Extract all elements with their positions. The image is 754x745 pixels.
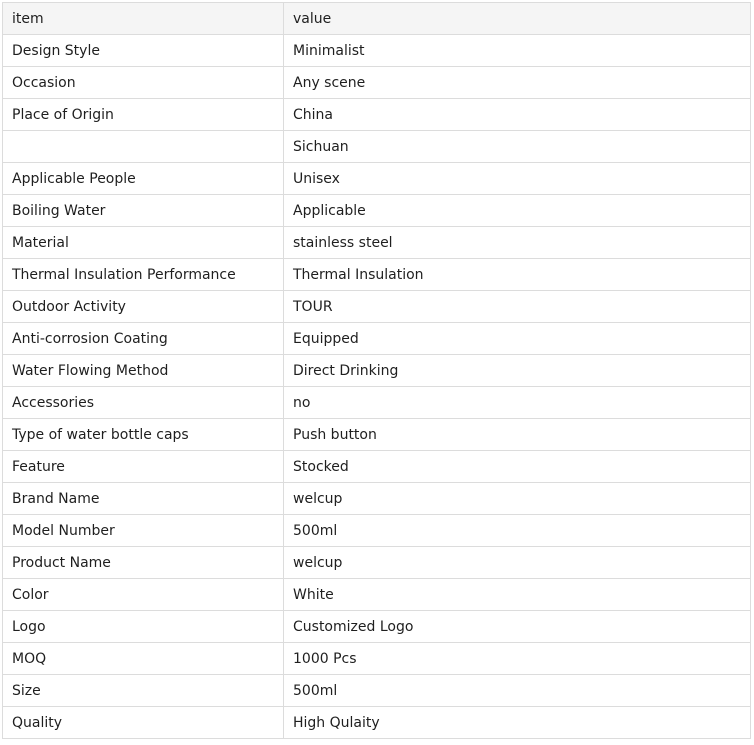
- table-row: [3, 355, 751, 387]
- row-value: Customized Logo: [284, 611, 751, 643]
- row-item: Product Name: [3, 547, 284, 579]
- row-item: Model Number: [3, 515, 284, 547]
- row-item: [3, 131, 284, 163]
- table-header-row: [3, 3, 751, 35]
- row-value: Applicable: [284, 195, 751, 227]
- table-row: [3, 35, 751, 67]
- table-row: [3, 163, 751, 195]
- row-item: Feature: [3, 451, 284, 483]
- table-row: [3, 291, 751, 323]
- row-item: Water Flowing Method: [3, 355, 284, 387]
- table-row: [3, 675, 751, 707]
- row-item: Design Style: [3, 35, 284, 67]
- row-value: TOUR: [284, 291, 751, 323]
- row-item: Brand Name: [3, 483, 284, 515]
- table-row: [3, 451, 751, 483]
- row-value: Sichuan: [284, 131, 751, 163]
- row-item: Material: [3, 227, 284, 259]
- row-value: stainless steel: [284, 227, 751, 259]
- row-value: Any scene: [284, 67, 751, 99]
- table-row: [3, 707, 751, 739]
- table-row: [3, 547, 751, 579]
- row-value: White: [284, 579, 751, 611]
- row-value: 500ml: [284, 675, 751, 707]
- table-row: [3, 611, 751, 643]
- row-value: Thermal Insulation: [284, 259, 751, 291]
- row-item: Thermal Insulation Performance: [3, 259, 284, 291]
- row-item: Logo: [3, 611, 284, 643]
- table-row: [3, 323, 751, 355]
- row-value: China: [284, 99, 751, 131]
- row-item: Accessories: [3, 387, 284, 419]
- table-row: [3, 227, 751, 259]
- row-value: Equipped: [284, 323, 751, 355]
- product-spec-table: [2, 2, 751, 739]
- table-row: [3, 99, 751, 131]
- table-row: [3, 515, 751, 547]
- header-value: value: [284, 3, 751, 35]
- row-value: welcup: [284, 483, 751, 515]
- row-item: Applicable People: [3, 163, 284, 195]
- table-row: [3, 483, 751, 515]
- row-item: Anti-corrosion Coating: [3, 323, 284, 355]
- row-item: Boiling Water: [3, 195, 284, 227]
- row-value: welcup: [284, 547, 751, 579]
- table-row: [3, 419, 751, 451]
- table-row: [3, 579, 751, 611]
- table-row: [3, 67, 751, 99]
- row-value: Stocked: [284, 451, 751, 483]
- row-value: Direct Drinking: [284, 355, 751, 387]
- row-value: 1000 Pcs: [284, 643, 751, 675]
- row-value: High Qulaity: [284, 707, 751, 739]
- row-item: Quality: [3, 707, 284, 739]
- row-item: Place of Origin: [3, 99, 284, 131]
- row-item: Outdoor Activity: [3, 291, 284, 323]
- row-item: MOQ: [3, 643, 284, 675]
- row-item: Color: [3, 579, 284, 611]
- row-value: Unisex: [284, 163, 751, 195]
- table-row: [3, 131, 751, 163]
- header-item: item: [3, 3, 284, 35]
- row-item: Type of water bottle caps: [3, 419, 284, 451]
- row-value: 500ml: [284, 515, 751, 547]
- table-row: [3, 195, 751, 227]
- table-row: [3, 259, 751, 291]
- table-row: [3, 387, 751, 419]
- row-value: no: [284, 387, 751, 419]
- row-item: Occasion: [3, 67, 284, 99]
- row-value: Push button: [284, 419, 751, 451]
- row-value: Minimalist: [284, 35, 751, 67]
- row-item: Size: [3, 675, 284, 707]
- table-row: [3, 643, 751, 675]
